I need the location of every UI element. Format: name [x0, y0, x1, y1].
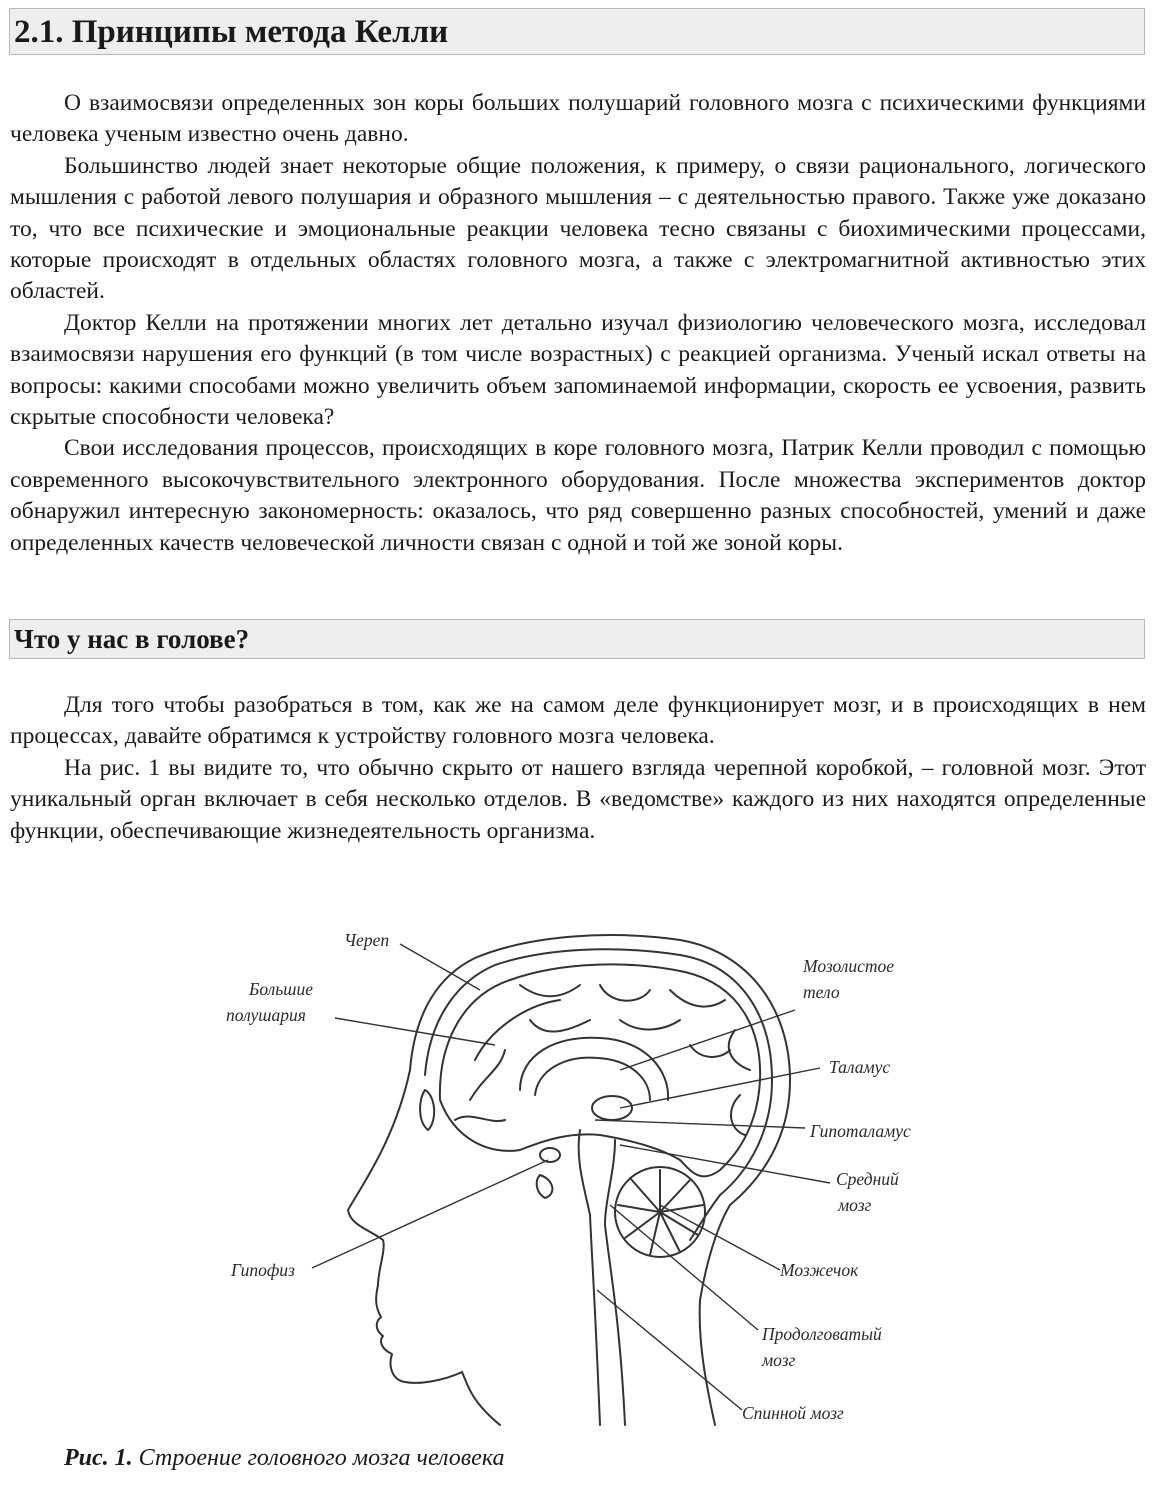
- label-skull: Череп: [344, 930, 390, 950]
- caption-text: Строение головного мозга человека: [138, 1445, 505, 1471]
- paragraph: Свои исследования процессов, происходящих в коре головного мозга, Патрик Келли проводил с помощью современного высокочувствительного электронного оборудования. После множества экспериментов доктор обнаружил интересную закономерность: оказалось, что ряд совершенно разных способностей, умений и даже определенных качеств человеческой личности связан с одной и той же зоной коры.: [10, 435, 1146, 556]
- paragraph: Большинство людей знает некоторые общие положения, к примеру, о связи рационального, логического мышления с работой левого полушария и образного мышления – с деятельностью правого. Также уже доказано то, что все психические и эмоциональные реакции человека тесно связаны с биохимическими процессами, которые происходят в отдельных областях головного мозга, а также с электромагнитной активностью этих областей.: [10, 152, 1146, 305]
- label-hypothalamus: Гипоталамус: [810, 1121, 911, 1141]
- subsection-title: Что у нас в голове?: [9, 619, 1145, 659]
- skull-inner: [425, 949, 772, 1240]
- head-outline: [348, 935, 790, 1425]
- paragraph: Для того чтобы разобраться в том, как же на самом деле функционирует мозг, и в происходящих в нем процессах, давайте обратимся к устройству головного мозга человека.: [10, 692, 1146, 750]
- caption-number: Рис. 1.: [64, 1445, 133, 1471]
- label-hemispheres-1: Большие: [249, 979, 313, 999]
- pituitary: [540, 1148, 560, 1162]
- label-corpus-callosum-2: тело: [803, 982, 840, 1002]
- paragraph: О взаимосвязи определенных зон коры больших полушарий головного мозга с психическими функциями человека ученым известно очень давно.: [10, 90, 1146, 148]
- label-corpus-callosum-1: Мозолистое: [803, 956, 895, 976]
- section1-text: [10, 88, 1146, 559]
- thalamus: [592, 1096, 632, 1120]
- label-pituitary: Гипофиз: [231, 1260, 295, 1280]
- label-thalamus: Таламус: [829, 1057, 891, 1077]
- label-spinal-cord: Спинной мозг: [742, 1403, 844, 1423]
- paragraph: На рис. 1 вы видите то, что обычно скрыто от нашего взгляда черепной коробкой, – головной мозг. Этот уникальный орган включает в себя несколько отделов. В «ведомстве» каждого из них находятся определенные функции, обеспечивающие жизнедеятельность организма.: [10, 754, 1146, 844]
- brain-illustration: [220, 918, 950, 1438]
- brain-outline: [440, 964, 760, 1176]
- label-hemispheres-2: полушария: [226, 1005, 306, 1025]
- label-midbrain-2: мозг: [838, 1195, 872, 1215]
- brainstem: [579, 1130, 625, 1425]
- figure-caption: [64, 1442, 504, 1474]
- label-midbrain-1: Средний: [836, 1169, 899, 1189]
- paragraph: Доктор Келли на протяжении многих лет детально изучал физиологию человеческого мозга, исследовал взаимосвязи нарушения его функций (в том числе возрастных) с реакцией организма. Ученый искал ответы на вопросы: какими способами можно увеличить объем запоминаемой информации, скорость ее усвоения, развить скрытые способности человека?: [10, 309, 1146, 431]
- section-title: 2.1. Принципы метода Келли: [9, 8, 1145, 55]
- brain-figure: [220, 918, 950, 1438]
- section2-text: [10, 690, 1146, 847]
- label-medulla-1: Продолговатый: [762, 1324, 882, 1344]
- corpus-callosum: [520, 1038, 668, 1100]
- label-cerebellum: Мозжечок: [780, 1260, 859, 1280]
- label-medulla-2: мозг: [762, 1350, 796, 1370]
